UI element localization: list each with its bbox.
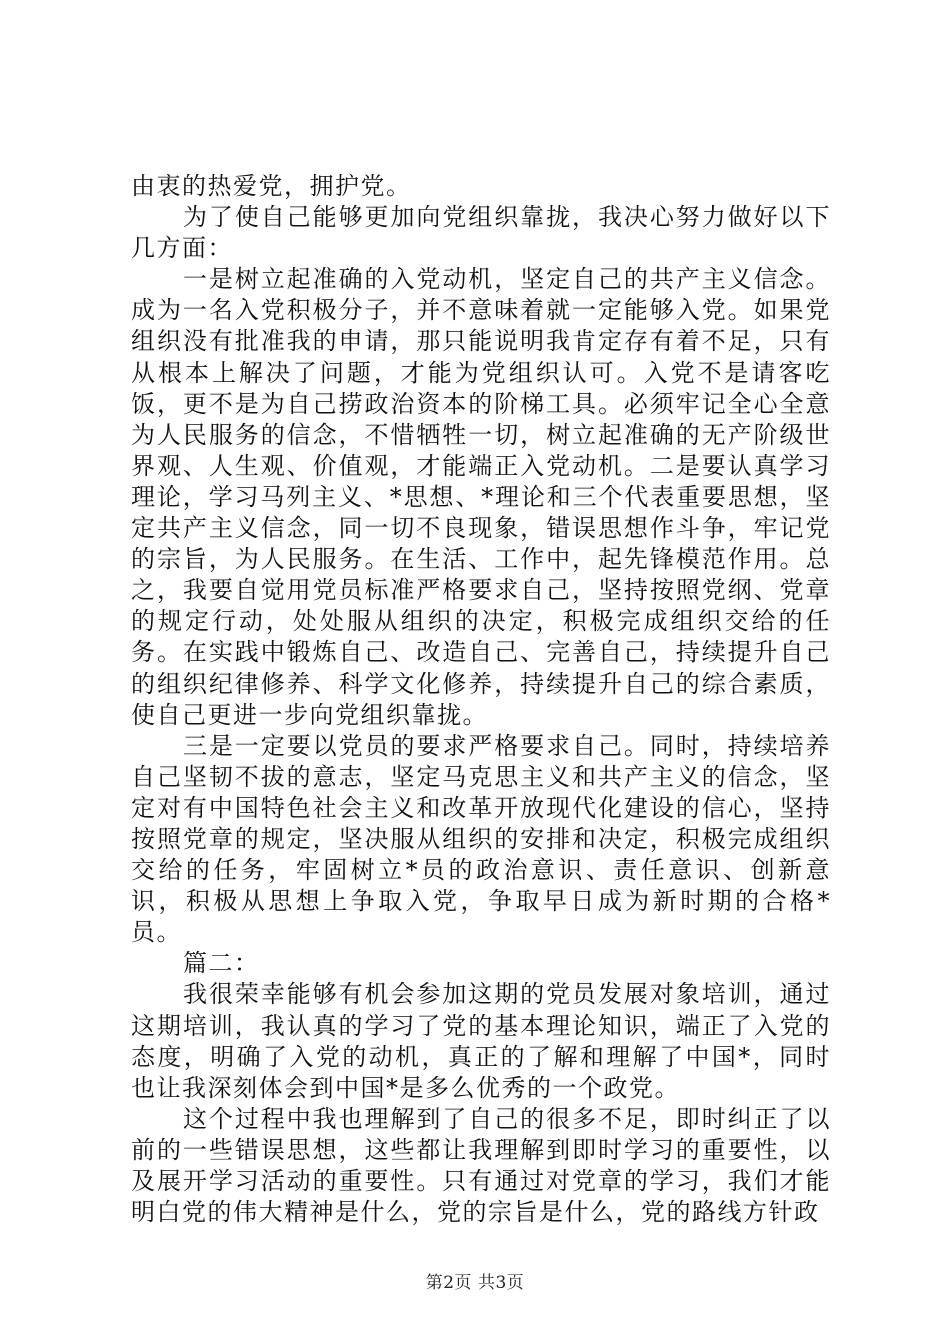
- paragraph-continuation: 由衷的热爱党，拥护党。: [131, 172, 412, 200]
- paragraph-training: 我很荣幸能够有机会参加这期的党员发展对象培训，通过这期培训，我认真的学习了党的基本理论知识，端正了入党的态度，明确了入党的动机，真正的了解和理解了中国*，同时也让我深刻体会到中国*是多么优秀的一个政党。: [131, 980, 831, 1102]
- document-body: [131, 171, 831, 1228]
- paragraph-intro: 为了使自己能够更加向党组织靠拢，我决心努力做好以下几方面：: [131, 203, 831, 263]
- paragraph-point-three: 三是一定要以党员的要求严格要求自己。同时，持续培养自己坚韧不拔的意志，坚定马克思主义和共产主义的信念，坚定对有中国特色社会主义和改革开放现代化建设的信心，坚持按照党章的规定，坚决服从组织的安排和决定，积极完成组织交给的任务，牢固树立*员的政治意识、责任意识、创新意识，积极从思想上争取入党，争取早日成为新时期的合格*员。: [131, 731, 831, 947]
- page-number-footer: 第2页 共3页: [425, 1273, 525, 1293]
- section-heading-part-two: 篇二：: [183, 949, 260, 978]
- paragraph-point-one: 一是树立起准确的入党动机，坚定自己的共产主义信念。成为一名入党积极分子，并不意味着就一定能够入党。如果党组织没有批准我的申请，那只能说明我肯定存有着不足，只有从根本上解决了问题，才能为党组织认可。入党不是请客吃饭，更不是为自己捞政治资本的阶梯工具。必须牢记全心全意为人民服务的信念，不惜牺牲一切，树立起准确的无产阶级世界观、人生观、价值观，才能端正入党动机。二是要认真学习理论，学习马列主义、*思想、*理论和三个代表重要思想，坚定共产主义信念，同一切不良现象，错误思想作斗争，牢记党的宗旨，为人民服务。在生活、工作中，起先锋模范作用。总之，我要自觉用党员标准严格要求自己，坚持按照党纲、党章的规定行动，处处服从组织的决定，积极完成组织交给的任务。在实践中锻炼自己、改造自己、完善自己，持续提升自己的组织纪律修养、科学文化修养，持续提升自己的综合素质，使自己更进一步向党组织靠拢。: [131, 265, 831, 729]
- paragraph-reflection: 这个过程中我也理解到了自己的很多不足，即时纠正了以前的一些错误思想，这些都让我理解到即时学习的重要性，以及展开学习活动的重要性。只有通过对党章的学习，我们才能明白党的伟大精神是什么，党的宗旨是什么，党的路线方针政: [131, 1104, 831, 1227]
